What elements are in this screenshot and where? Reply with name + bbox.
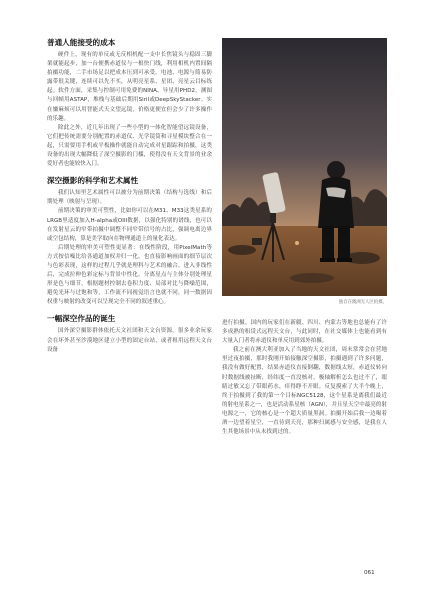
paragraph: 前期决策的审美可塑性，比如你可以在M31、M33这类星系的LRGB里适度加入H-alpha或OIII数据，以强化特别的谱线，也可以在发射星云的窄带拍摄中调整不同窄带信号的占比，强调电离边界或空包结构，算是美学取向在物理通道上的量化表达。 xyxy=(47,208,212,242)
paragraph: 除此之外，近几年出现了一些小型的一体化智能望远镜设备，它们把传统需要分别配置的赤道仪、光学镜筒和寻星模块整合在一起，只需要用手机或平板操作就能自动完成对星跟踪和拍摄，这类设备的出现大幅降低了深空摄影的门槛，使得没有天文背景的业余爱好者也能较快入门。 xyxy=(47,124,212,168)
paragraph-continued: 进行拍摄。国内的玩家们在新疆、四川、内蒙古等地也总能有了许多成熟的租赁式远程天文台，与此同时，在社交媒体上也能看到有大量入门者将赤道仪和单反用到郊外拍摄。 xyxy=(222,320,387,345)
paragraph: 我们认知里艺术属性可以被分为前期决策（结构与选线）和后期处理（映射与呈现）。 xyxy=(47,190,212,206)
right-column xyxy=(222,319,387,437)
section-heading-cost: 普通人能接受的成本 xyxy=(47,38,116,47)
photo-image xyxy=(222,38,387,296)
photo-caption: 独自在澳洲无人区拍摄。 xyxy=(338,300,387,305)
photo-astrophotographer xyxy=(222,38,387,298)
paragraph: 我之前在澳大利亚加入了当地的天文社团，周末常常会在营地里过夜拍摄，那时我刚开始接触深空摄影，拍摄遇到了许多问题，我没有做好配置，结果赤道仪直接倒翻，数据线太短，赤道仪转向时数据线被扯断，经纬度一直没核对，极轴解析怎么也过不了，眼睛过敏又忘了带眼药水，痒得睁不开眼。反复摸索了大半个晚上，终于拍摄到了我的第一个目标NGC5128，这个星系是离我们最近的射电星系之一，也是活动系星核（AGN），并且星天空中最亮的射电源之一，它的核心是一个超大质量黑洞。拍摄开始后我一边喝着酒一边望着星空，一直待到天亮，那种扫属感与安全感，是我在人生其他场景中从未找到过的。 xyxy=(222,347,387,436)
page-number: 061 xyxy=(364,570,375,576)
section-heading-birth: 一幅深空作品的诞生 xyxy=(47,314,116,324)
section-heading-science-art: 深空摄影的科学和艺术属性 xyxy=(47,176,139,186)
left-column xyxy=(47,38,212,355)
paragraph: 国外深空摄影群体依托天文社团和天文台资源，很多业余玩家会在坏外甚至沙漠地区建立小型的固定台站，或者租用远程天文台设备 xyxy=(47,328,212,353)
paragraph: 硬件上，现有的单反或无反相机配一支中长焦镜头与稳固三脚架就能起步，加一台便携赤道仪与一根快门线，利用相机内置间隔拍摄功能，二手市场足以把成本压到可承受。电池、电源与简易防露带很关键，连续可以先不买，从明亮星系、星团、亮星云目标练起。软件方面，采集与控制可用免费的NINA、导星用PHD2，测图与回帧用ASTAP，堆栈与基础后期用Siril或DeepSkyStacker。实在嫌麻烦可以用智能式天文望远镜，价格更便宜但会少了许多操作的乐趣。 xyxy=(47,52,212,122)
paragraph: 后期处理的审美可塑性更显著：在线性阶段，用PixelMath等方式按信噪比给各通道加权并归一化，也直接影响画面的细节层次与色彩表现，这样的过程几乎就是理科与艺术的融合，进入非线性后，完成拉伸色彩定标与背景中性化，分离星点与主体分别处理星形是色与细节，根据题材控制去卷积力度、局部对比与降噪范围，避免光环与过饱和等，工作流不同视觉语言也就不同，同一数据因权重与映射的改变可以呈现完全不同的叙述重心。 xyxy=(47,244,212,306)
